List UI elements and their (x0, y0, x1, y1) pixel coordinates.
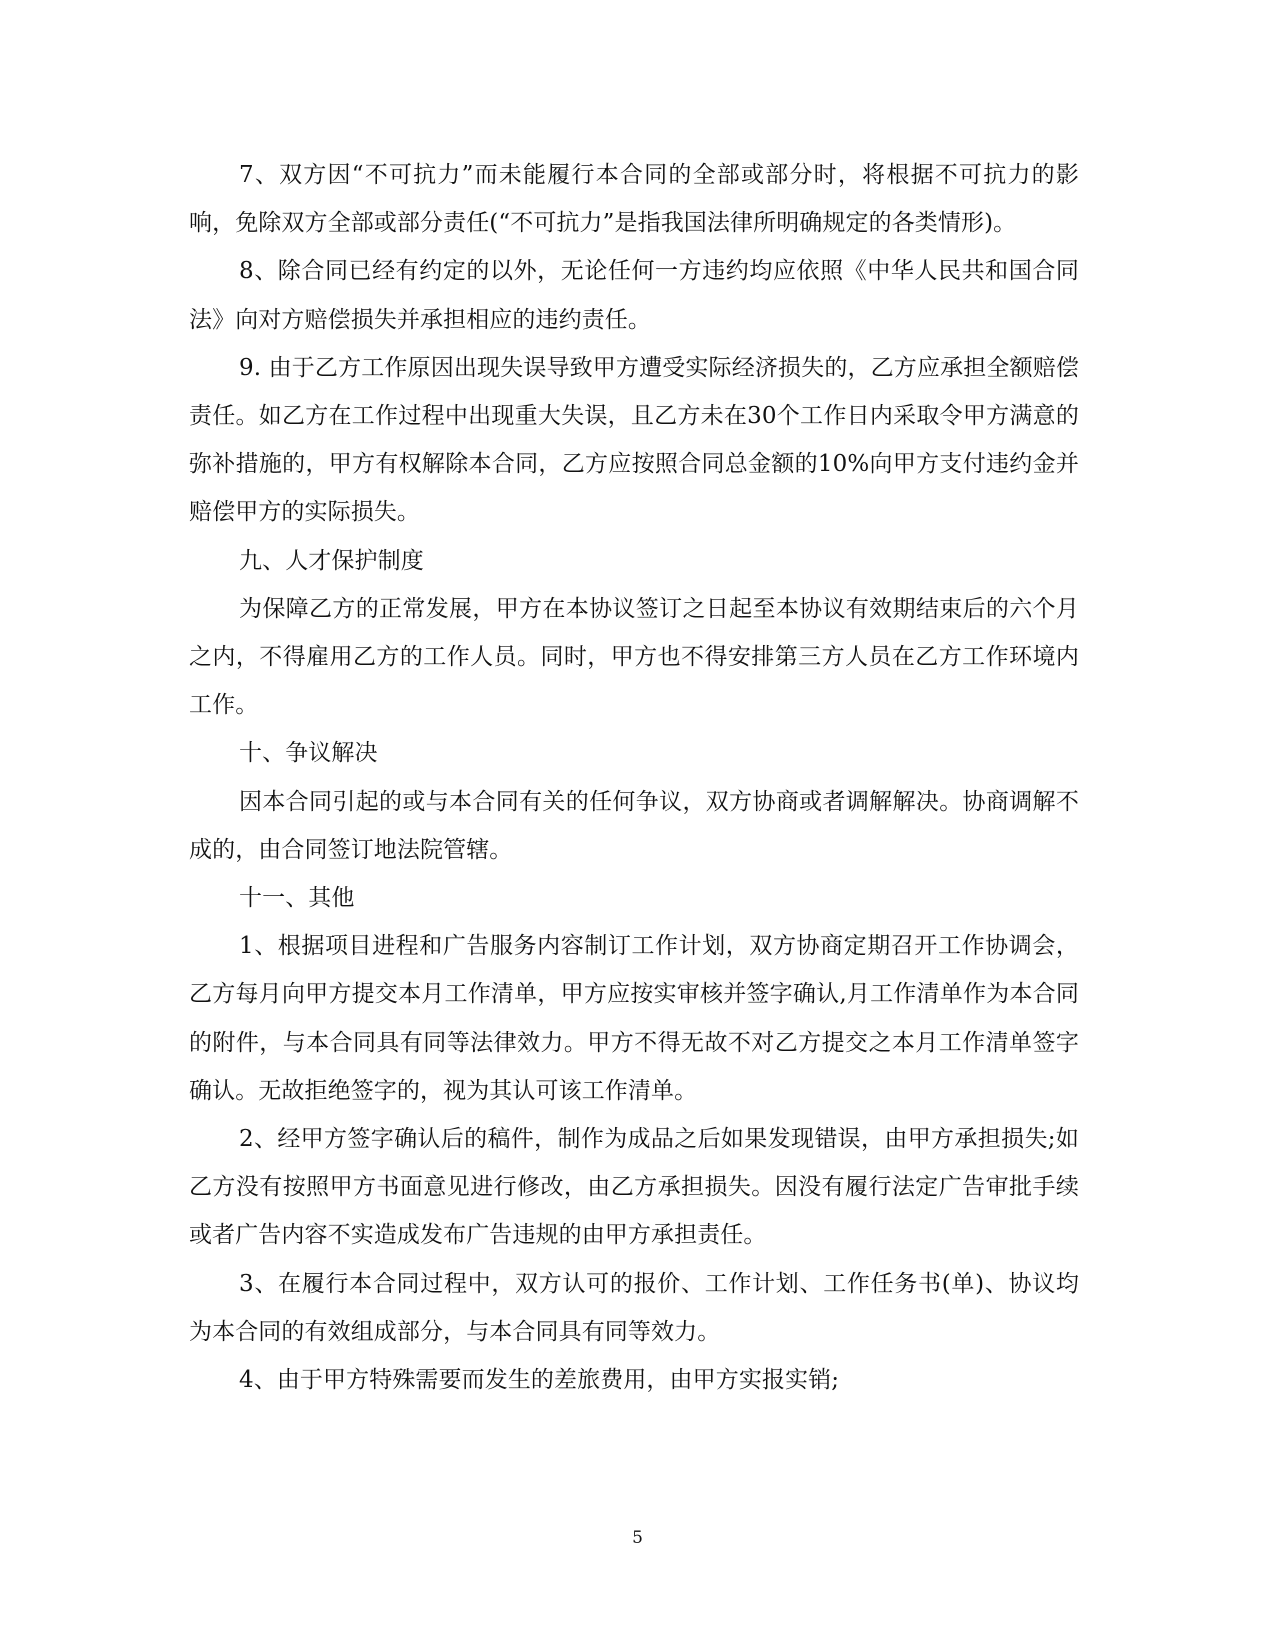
other-clause-2: 2、经甲方签字确认后的稿件，制作为成品之后如果发现错误，由甲方承担损失;如乙方没有按照甲方书面意见进行修改，由乙方承担损失。因没有履行法定广告审批手续或者广告内容不实造成发布广告违规的由甲方承担责任。 (189, 1126, 1079, 1249)
dispute-resolution-text: 因本合同引起的或与本合同有关的任何争议，双方协商或者调解解决。协商调解不成的，由合同签订地法院管辖。 (189, 788, 1079, 863)
other-clause-4: 4、由于甲方特殊需要而发生的差旅费用，由甲方实报实销; (239, 1367, 840, 1394)
clause-7: 7、双方因“不可抗力”而未能履行本合同的全部或部分时，将根据不可抗力的影响，免除双方全部或部分责任(“不可抗力”是指我国法律所明确规定的各类情形)。 (189, 162, 1079, 237)
talent-protection-text: 为保障乙方的正常发展，甲方在本协议签订之日起至本协议有效期结束后的六个月之内，不得雇用乙方的工作人员。同时，甲方也不得安排第三方人员在乙方工作环境内工作。 (189, 595, 1079, 719)
section-heading-other: 十一、其他 (239, 885, 355, 912)
page-number: 5 (632, 1528, 643, 1548)
clause-8: 8、除合同已经有约定的以外，无论任何一方违约均应依照《中华人民共和国合同法》向对方赔偿损失并承担相应的违约责任。 (189, 258, 1079, 333)
section-heading-talent-protection: 九、人才保护制度 (239, 547, 424, 574)
other-clause-1: 1、根据项目进程和广告服务内容制订工作计划，双方协商定期召开工作协调会，乙方每月向甲方提交本月工作清单，甲方应按实审核并签字确认,月工作清单作为本合同的附件，与本合同具有同等法律效力。甲方不得无故不对乙方提交之本月工作清单签字确认。无故拒绝签字的，视为其认可该工作清单。 (189, 933, 1079, 1104)
document-body (189, 151, 1079, 1404)
other-clause-3: 3、在履行本合同过程中，双方认可的报价、工作计划、工作任务书(单)、协议均为本合同的有效组成部分，与本合同具有同等效力。 (189, 1270, 1079, 1345)
section-heading-dispute-resolution: 十、争议解决 (239, 740, 378, 767)
clause-9: 9. 由于乙方工作原因出现失误导致甲方遭受实际经济损失的，乙方应承担全额赔偿责任。如乙方在工作过程中出现重大失误，且乙方未在30个工作日内采取令甲方满意的弥补措施的，甲方有权解除本合同，乙方应按照合同总金额的10%向甲方支付违约金并赔偿甲方的实际损失。 (189, 354, 1079, 526)
